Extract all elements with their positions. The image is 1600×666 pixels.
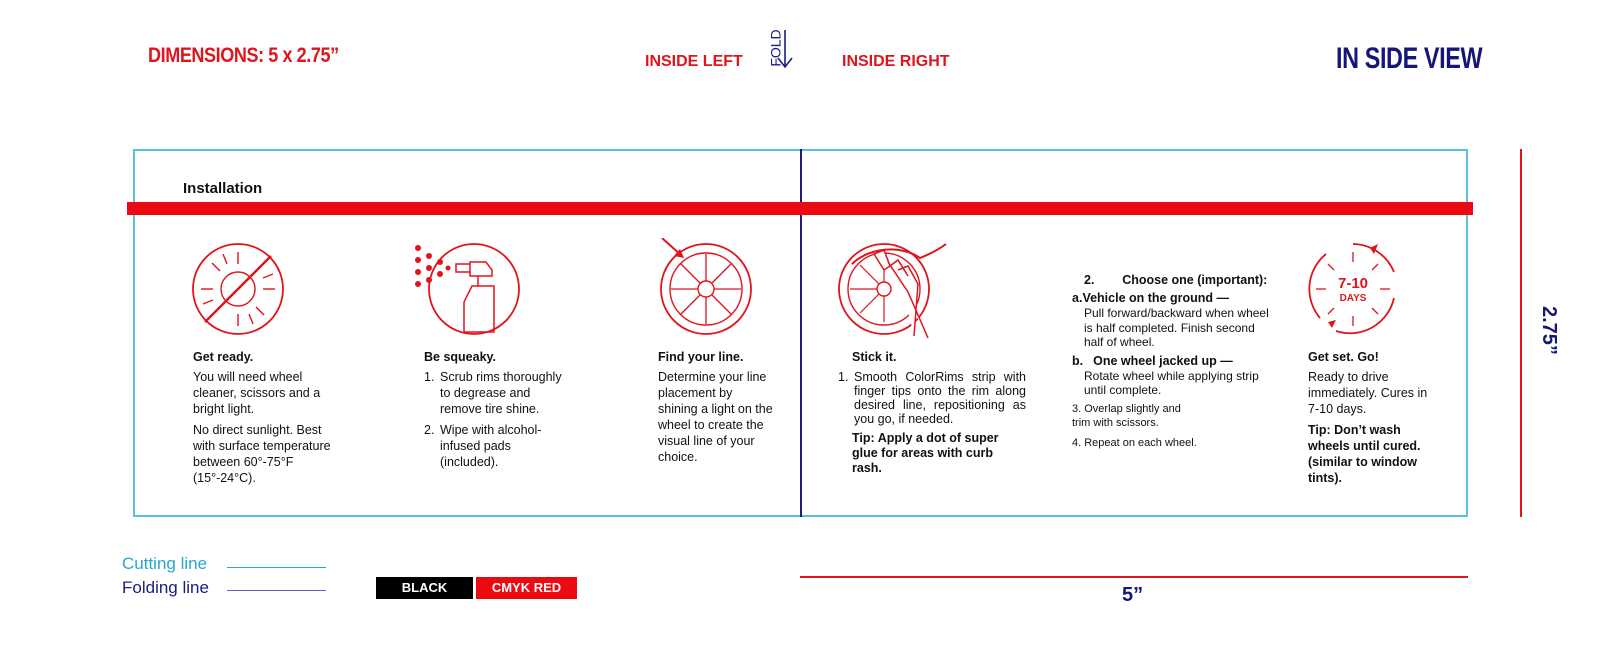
step-text: No direct sunlight. Best with surface temperature between 60°-75°F (15°-24°C).: [193, 423, 331, 485]
cure-days-icon: [1306, 242, 1400, 336]
step-text: Determine your line placement by shining a light on the wheel to create the visual line of your choice.: [658, 370, 773, 464]
option-b: b. One wheel jacked up — Rotate wheel while applying strip until complete.: [1072, 353, 1259, 397]
step-title: Find your line.: [658, 350, 744, 364]
step-small-item: 4. Repeat on each wheel.: [1072, 436, 1197, 449]
step-choose-one: [1072, 272, 1277, 450]
step-tip: Tip: Apply a dot of super glue for areas with curb rash.: [852, 431, 999, 475]
step-small-item: 3. Overlap slightly and trim with scissors.: [1072, 402, 1181, 429]
step-title: Be squeaky.: [424, 350, 497, 364]
badge-unit: DAYS: [1339, 293, 1367, 304]
step-tip: Tip: Don’t wash wheels until cured. (similar to window tints).: [1308, 423, 1421, 485]
height-label: 2.75”: [1538, 306, 1560, 355]
list-item: 1. Smooth ColorRims strip with finger tips onto the rim along desired line, repositioning as you go, if needed.: [838, 370, 1026, 426]
cutting-line-sample: [227, 567, 326, 568]
fold-label: FOLD: [767, 29, 784, 67]
step-title: Stick it.: [852, 350, 897, 364]
step-get-ready: [193, 350, 343, 486]
folding-line-sample: [227, 590, 326, 591]
cmyk-red-swatch: CMYK RED: [476, 577, 577, 599]
view-title: IN SIDE VIEW: [1336, 42, 1483, 75]
step-text: You will need wheel cleaner, scissors and a bright light.: [193, 370, 321, 416]
cutting-line-label: Cutting line: [122, 554, 208, 573]
width-label: 5”: [1122, 584, 1144, 606]
step-title: Get ready.: [193, 350, 254, 364]
step-text: Ready to drive immediately. Cures in 7-10 days.: [1308, 370, 1428, 416]
step-be-squeaky: [424, 350, 564, 475]
option-a: a.Vehicle on the ground — Pull forward/backward when wheel is half completed. Finish second half of wheel.: [1072, 291, 1269, 349]
red-band: [127, 202, 1473, 215]
height-dimension-line: [1520, 149, 1522, 517]
width-dimension-line: [800, 576, 1468, 578]
badge-number: 7-10: [1337, 275, 1369, 292]
installation-title: Installation: [183, 180, 263, 197]
wheel-light-icon: [658, 238, 754, 336]
step-heading: 2. Choose one (important):: [1084, 273, 1268, 287]
hand-wheel-icon: [838, 242, 950, 340]
arrow-down-icon: [777, 28, 793, 70]
fold-indicator: [765, 28, 785, 68]
step-get-set: [1308, 350, 1438, 486]
inside-right-label: INSIDE RIGHT: [842, 53, 950, 70]
black-swatch: BLACK: [376, 577, 473, 599]
list-item: 2. Wipe with alcohol-infused pads (included).: [424, 423, 542, 469]
step-find-line: [658, 350, 773, 465]
list-item: 1. Scrub rims thoroughly to degrease and remove tire shine.: [424, 370, 562, 416]
dimensions-label: DIMENSIONS: 5 x 2.75”: [148, 44, 339, 67]
folding-line-label: Folding line: [122, 578, 209, 597]
spray-bottle-icon: [412, 242, 522, 336]
inside-left-label: INSIDE LEFT: [645, 53, 743, 70]
step-stick-it: [838, 350, 1026, 476]
step-title: Get set. Go!: [1308, 350, 1379, 364]
no-sun-icon: [191, 242, 285, 336]
